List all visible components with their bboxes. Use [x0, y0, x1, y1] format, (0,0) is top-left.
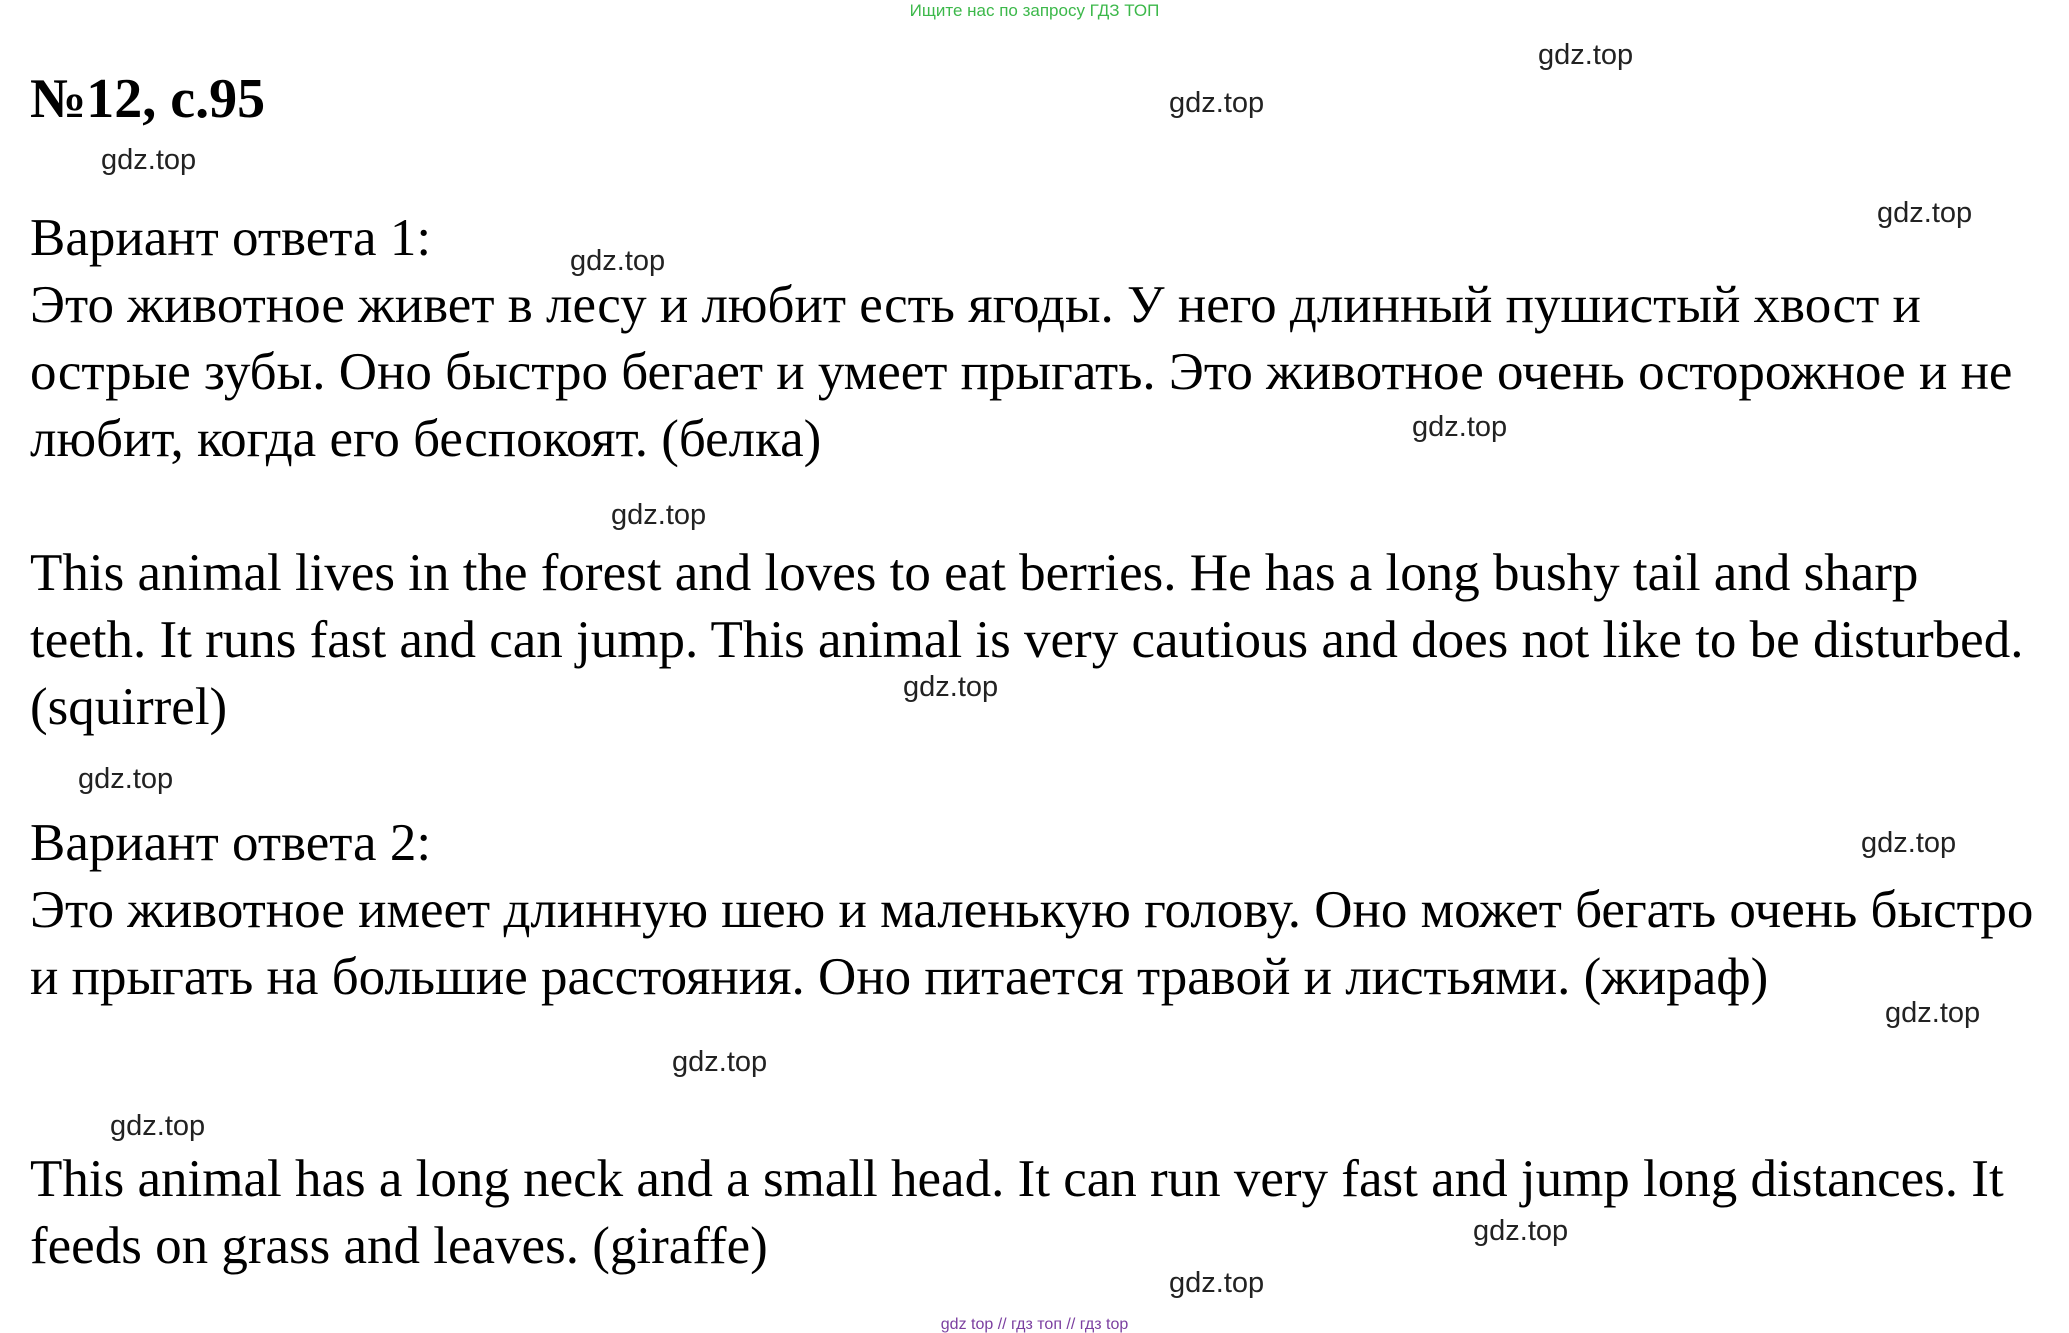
- watermark: gdz.top: [101, 144, 197, 176]
- top-search-banner[interactable]: Ищите нас по запросу ГДЗ ТОП: [909, 1, 1160, 20]
- watermark: gdz.top: [611, 499, 707, 531]
- watermark: gdz.top: [1412, 411, 1508, 443]
- watermark: gdz.top: [903, 671, 999, 703]
- variant-2-russian-text: Это животное имеет длинную шею и маленькую голову. Оно может бегать очень быстро и прыгать на большие расстояния. Оно питается травой и листьями. (жираф): [30, 881, 2034, 1006]
- variant-heading: Вариант ответа 2:: [30, 814, 432, 872]
- watermark: gdz.top: [1861, 827, 1957, 859]
- watermark: gdz.top: [1473, 1215, 1569, 1247]
- watermark: gdz.top: [1169, 1267, 1265, 1299]
- variant-1-russian-text: Это животное живет в лесу и любит есть ягоды. У него длинный пушистый хвост и острые зубы. Оно быстро бегает и умеет прыгать. Это животное очень осторожное и не любит, когда его беспокоят. (белка): [30, 276, 2013, 468]
- watermark: gdz.top: [78, 763, 174, 795]
- watermark: gdz.top: [1169, 87, 1265, 119]
- watermark: gdz.top: [1885, 997, 1981, 1029]
- watermark: gdz.top: [110, 1110, 206, 1142]
- variant-1-english-text: This animal lives in the forest and loves to eat berries. He has a long bushy tail and sharp teeth. It runs fast and can jump. This animal is very cautious and does not like to be disturbed. (squirrel): [30, 544, 2024, 736]
- page-title: №12, с.95: [30, 68, 266, 130]
- bottom-links[interactable]: gdz top // гдз топ // гдз top: [940, 1316, 1129, 1333]
- watermark: gdz.top: [1538, 39, 1634, 71]
- watermark: gdz.top: [1877, 197, 1973, 229]
- watermark: gdz.top: [672, 1046, 768, 1078]
- variant-2-english-text: This animal has a long neck and a small head. It can run very fast and jump long distances. It feeds on grass and leaves. (giraffe): [30, 1150, 2004, 1275]
- variant-2-heading: [30, 810, 2030, 877]
- watermark: gdz.top: [570, 245, 666, 277]
- variant-1-heading: [30, 205, 2030, 272]
- variant-heading: Вариант ответа 1:: [30, 209, 432, 267]
